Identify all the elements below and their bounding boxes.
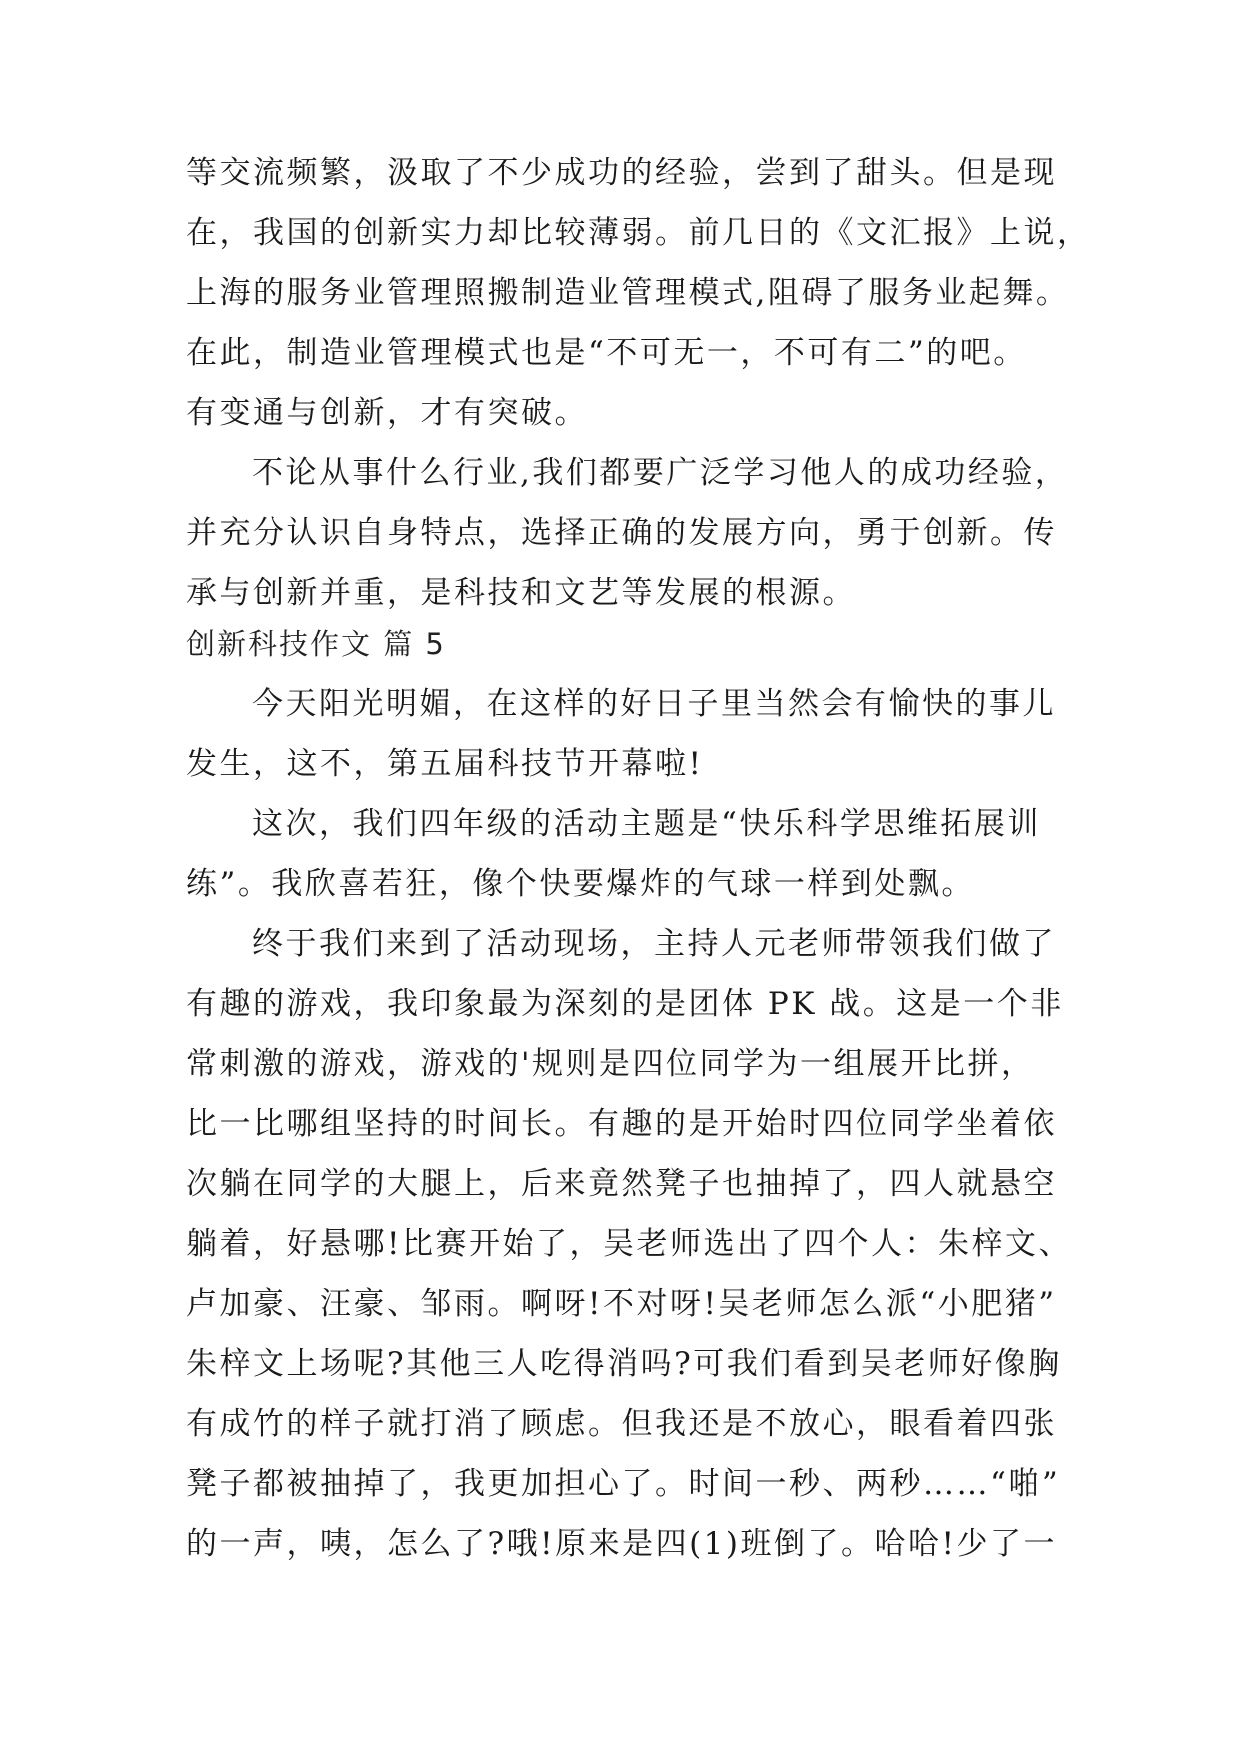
text-line-8: 承与创新并重，是科技和文艺等发展的根源。	[186, 575, 856, 611]
text-line-15: 有趣的游戏，我印象最为深刻的是团体 PK 战。这是一个非	[186, 986, 1064, 1022]
paragraph-start-line: 这次，我们四年级的活动主题是“快乐科学思维拓展训	[252, 806, 1041, 842]
text-line-19: 躺着，好悬哪!比赛开始了，吴老师选出了四个人：朱梓文、	[186, 1226, 1072, 1262]
paragraph-start-line: 今天阳光明媚，在这样的好日子里当然会有愉快的事儿	[252, 686, 1056, 722]
text-line-21: 朱梓文上场呢?其他三人吃得消吗?可我们看到吴老师好像胸	[186, 1346, 1062, 1382]
paragraph-start-line: 终于我们来到了活动现场，主持人元老师带领我们做了	[252, 926, 1056, 962]
paragraph-start-line: 不论从事什么行业,我们都要广泛学习他人的成功经验，	[252, 455, 1069, 491]
text-line-18: 次躺在同学的大腿上，后来竟然凳子也抽掉了，四人就悬空	[186, 1166, 1057, 1202]
text-line-4: 在此，制造业管理模式也是“不可无一，不可有二”的吧。	[186, 335, 1027, 371]
text-line-3: 上海的服务业管理照搬制造业管理模式,阻碍了服务业起舞。	[186, 275, 1070, 311]
text-line-24: 的一声，咦，怎么了?哦!原来是四(1)班倒了。哈哈!少了一	[186, 1526, 1057, 1562]
text-line-17: 比一比哪组坚持的时间长。有趣的是开始时四位同学坐着依	[186, 1106, 1057, 1142]
text-line-20: 卢加豪、汪豪、邹雨。啊呀!不对呀!吴老师怎么派“小肥猪”	[186, 1286, 1057, 1322]
text-line-13: 练”。我欣喜若狂，像个快要爆炸的气球一样到处飘。	[186, 866, 975, 902]
text-line-2: 在，我国的创新实力却比较薄弱。前几日的《文汇报》上说，	[186, 215, 1091, 251]
text-line-5: 有变通与创新，才有突破。	[186, 395, 588, 431]
text-line-22: 有成竹的样子就打消了顾虑。但我还是不放心，眼看着四张	[186, 1406, 1057, 1442]
text-line-1: 等交流频繁，汲取了不少成功的经验，尝到了甜头。但是现	[186, 155, 1057, 191]
text-line-23: 凳子都被抽掉了，我更加担心了。时间一秒、两秒……“啪”	[186, 1466, 1061, 1502]
section-heading: 创新科技作文 篇 5	[186, 627, 446, 661]
text-line-7: 并充分认识自身特点，选择正确的发展方向，勇于创新。传	[186, 515, 1057, 551]
text-line-11: 发生，这不，第五届科技节开幕啦!	[186, 746, 704, 782]
text-line-16: 常刺激的游戏，游戏的'规则是四位同学为一组展开比拼，	[186, 1046, 1035, 1082]
